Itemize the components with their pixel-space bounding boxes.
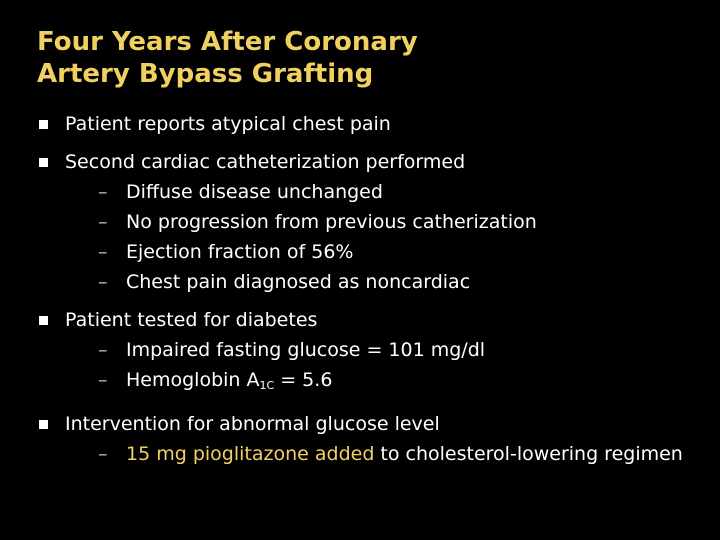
sub-bullet-text: Impaired fasting glucose = 101 mg/dl xyxy=(126,339,486,361)
sub-bullet-item xyxy=(65,240,697,264)
intervention-rest: to cholesterol-lowering regimen xyxy=(374,443,683,465)
title-line-1: Four Years After Coronary xyxy=(37,27,418,57)
hba1c-prefix: Hemoglobin A xyxy=(126,369,260,391)
sub-bullet-text: Ejection fraction of 56% xyxy=(126,241,354,263)
sub-bullet-item xyxy=(65,210,697,234)
dash-bullet-icon: – xyxy=(98,181,108,203)
slide-title xyxy=(37,26,677,90)
title-line-2: Artery Bypass Grafting xyxy=(37,59,374,89)
hba1c-text xyxy=(126,369,332,391)
sub-bullet-text: Diffuse disease unchanged xyxy=(126,181,383,203)
dash-bullet-icon: – xyxy=(98,211,108,233)
square-bullet-icon xyxy=(39,316,48,325)
bullet-item xyxy=(37,150,697,294)
sub-bullet-list xyxy=(65,180,697,294)
dash-bullet-icon: – xyxy=(98,443,108,465)
dash-bullet-icon: – xyxy=(98,271,108,293)
sub-bullet-list xyxy=(65,442,697,466)
bullet-item xyxy=(37,112,697,136)
square-bullet-icon xyxy=(39,120,48,129)
sub-bullet-item xyxy=(65,180,697,204)
bullet-text: Patient tested for diabetes xyxy=(65,309,318,331)
sub-bullet-text: No progression from previous catherization xyxy=(126,211,537,233)
sub-bullet-list xyxy=(65,338,697,398)
sub-bullet-item xyxy=(65,368,697,398)
dash-bullet-icon: – xyxy=(98,339,108,361)
hba1c-subscript: 1C xyxy=(259,379,275,392)
dash-bullet-icon: – xyxy=(98,241,108,263)
bullet-list xyxy=(37,112,697,466)
sub-bullet-item xyxy=(65,270,697,294)
sub-bullet-item xyxy=(65,338,697,362)
bullet-text: Intervention for abnormal glucose level xyxy=(65,413,440,435)
square-bullet-icon xyxy=(39,158,48,167)
sub-bullet-item xyxy=(65,442,697,466)
dash-bullet-icon: – xyxy=(98,369,108,391)
highlighted-text: 15 mg pioglitazone added xyxy=(126,443,375,465)
square-bullet-icon xyxy=(39,420,48,429)
sub-bullet-text: Chest pain diagnosed as noncardiac xyxy=(126,271,471,293)
bullet-item xyxy=(37,308,697,398)
hba1c-suffix: = 5.6 xyxy=(274,369,333,391)
bullet-text: Patient reports atypical chest pain xyxy=(65,113,391,135)
bullet-text: Second cardiac catheterization performed xyxy=(65,151,466,173)
bullet-item xyxy=(37,412,697,466)
intervention-text xyxy=(126,443,683,465)
